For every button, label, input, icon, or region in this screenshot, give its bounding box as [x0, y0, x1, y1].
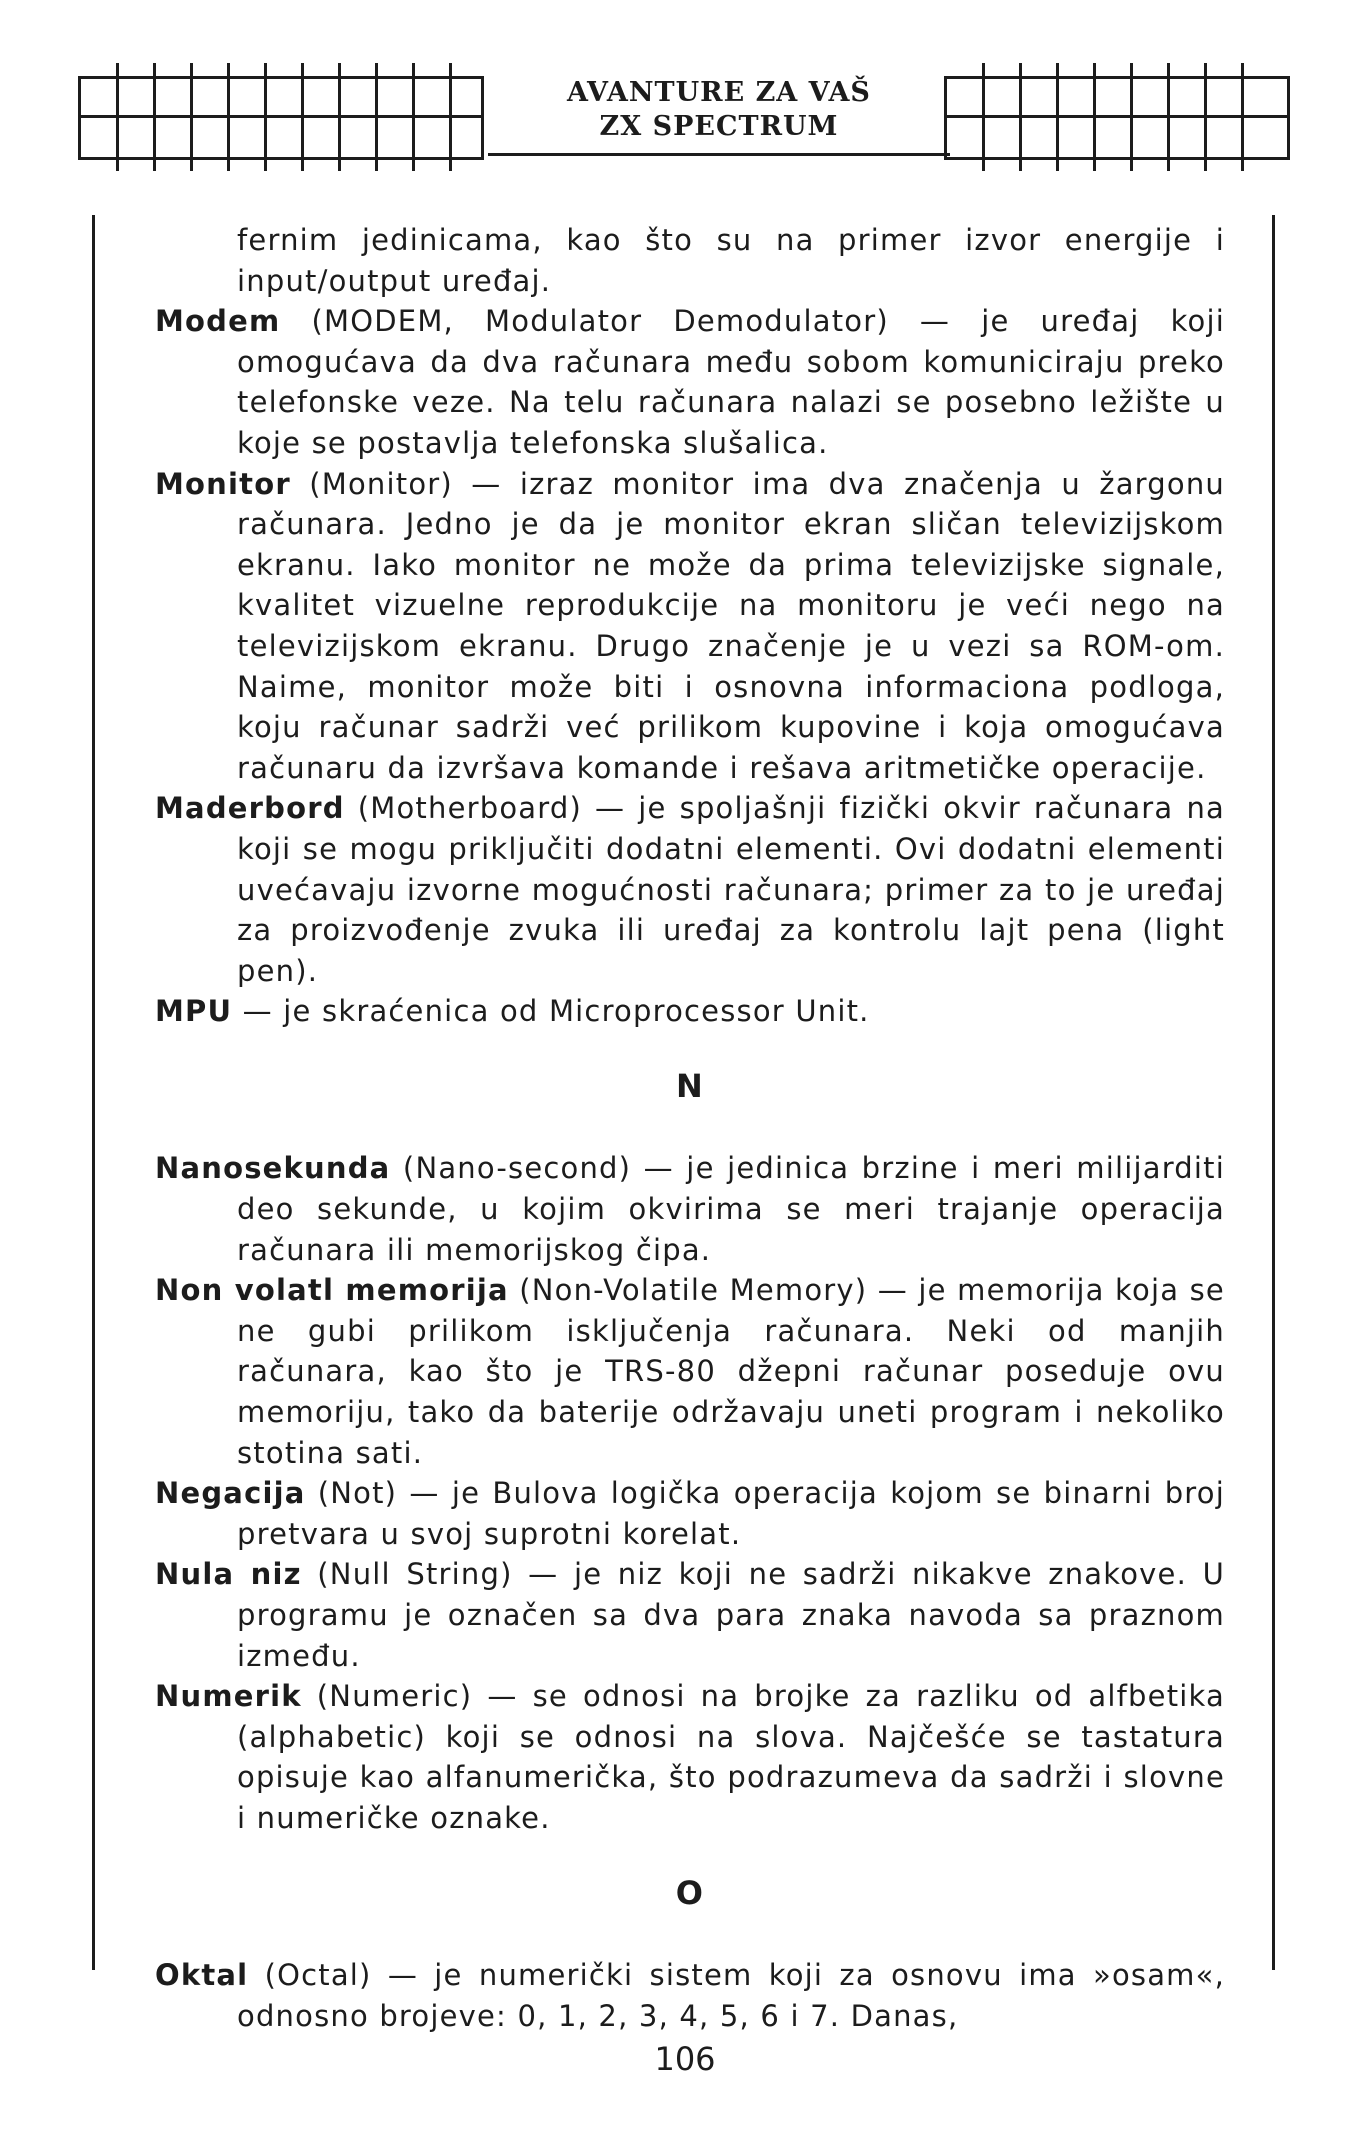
glossary-entry-mpu: [155, 991, 1225, 1032]
entry-body: (Null String) — je niz koji ne sadrži nikakve znakove. U programu je označen sa dva para znaka navoda sa praznom između.: [237, 1557, 1225, 1673]
glossary-entry-modem: [155, 301, 1225, 463]
entry-body: — je skraćenica od Microprocessor Unit.: [232, 994, 870, 1029]
entry-body: (Octal) — je numerički sistem koji za osnovu ima »osam«, odnosno brojeve: 0, 1, 2, 3, 4, 5, 6 i 7. Danas,: [237, 1958, 1225, 2033]
entries-n: [155, 1148, 1225, 1838]
entry-term: Numerik: [155, 1679, 302, 1714]
entry-term: Maderbord: [155, 791, 345, 826]
entry-term: Modem: [155, 304, 281, 339]
left-margin-rule: [92, 215, 95, 1970]
section-heading-o: O: [675, 1873, 705, 1912]
entry-term: Negacija: [155, 1476, 306, 1511]
entry-body: (Motherboard) — je spoljašnji fizički okvir računara na koji se mogu priključiti dodatni elementi. Ovi dodatni elementi uvećavaju izvorne mogućnosti računara; primer za to je uređaj za proizvođenje zvuka ili uređaj za kontrolu lajt pena (light pen).: [237, 791, 1225, 988]
entry-body: (Monitor) — izraz monitor ima dva značenja u žargonu računara. Jedno je da je monitor ekran sličan televizijskom ekranu. Iako monitor ne može da prima televizijske signale, kvalitet vizuelne reprodukcije na monitoru je veći nego na televizijskom ekranu. Drugo značenje je u vezi sa ROM-om. Naime, monitor može biti i osnovna informaciona podloga, koju računar sadrži već prilikom kupovine i koja omogućava računaru da izvršava komande i rešava aritmetičke operacije.: [237, 466, 1225, 785]
entry-term: Non volatl memorija: [155, 1273, 509, 1308]
page-header: [78, 62, 1290, 172]
header-grid-right: [944, 76, 1290, 160]
glossary-entry-non-volatl-memorija: [155, 1270, 1225, 1473]
entries-o: [155, 1955, 1225, 2036]
entry-term: Nula niz: [155, 1557, 302, 1592]
glossary-content: [155, 220, 1225, 2036]
header-title: [508, 76, 930, 144]
entry-term: MPU: [155, 994, 233, 1029]
header-title-line1: AVANTURE ZA VAŠ: [567, 77, 871, 108]
section-heading-n: N: [676, 1066, 704, 1105]
glossary-entry-maderbord: [155, 788, 1225, 991]
glossary-entry-numerik: [155, 1676, 1225, 1838]
entry-term: Monitor: [155, 466, 291, 501]
page-number: 106: [654, 2040, 716, 2078]
entry-body: (Numeric) — se odnosi na brojke za razliku od alfbetika (alphabetic) koji se odnosi na slova. Najčešće se tastatura opisuje kao alfanumerička, što podrazumeva da sadrži i slovne i numeričke oznake.: [237, 1679, 1225, 1835]
entry-body: (Not) — je Bulova logička operacija kojom se binarni broj pretvara u svoj suprotni korelat.: [237, 1476, 1225, 1551]
header-title-line2: ZX SPECTRUM: [599, 111, 839, 142]
glossary-entry-monitor: [155, 464, 1225, 789]
glossary-entry-oktal: [155, 1955, 1225, 2036]
header-grid-left: [78, 76, 484, 160]
continuation-text: fernim jedinicama, kao što su na primer izvor energije i input/output uređaj.: [237, 223, 1225, 298]
entry-body: (MODEM, Modulator Demodulator) — je uređaj koji omogućava da dva računara među sobom komuniciraju preko telefonske veze. Na telu računara nalazi se posebno ležište u koje se postavlja telefonska slušalica.: [237, 304, 1225, 460]
entry-term: Oktal: [155, 1958, 249, 1993]
entry-body: (Nano-second) — je jedinica brzine i meri milijarditi deo sekunde, u kojim okvirima se meri trajanje operacija računara ili memorijskog čipa.: [237, 1151, 1225, 1267]
entries-m: [155, 301, 1225, 1032]
entry-term: Nanosekunda: [155, 1151, 391, 1186]
glossary-entry-negacija: [155, 1473, 1225, 1554]
glossary-entry-nanosekunda: [155, 1148, 1225, 1270]
entry-body: (Non-Volatile Memory) — je memorija koja se ne gubi prilikom isključenja računara. Neki od manjih računara, kao što je TRS-80 džepni računar poseduje ovu memoriju, tako da baterije održavaju uneti program i nekoliko stotina sati.: [237, 1273, 1225, 1470]
glossary-entry-nula-niz: [155, 1554, 1225, 1676]
right-margin-rule: [1272, 215, 1275, 1970]
